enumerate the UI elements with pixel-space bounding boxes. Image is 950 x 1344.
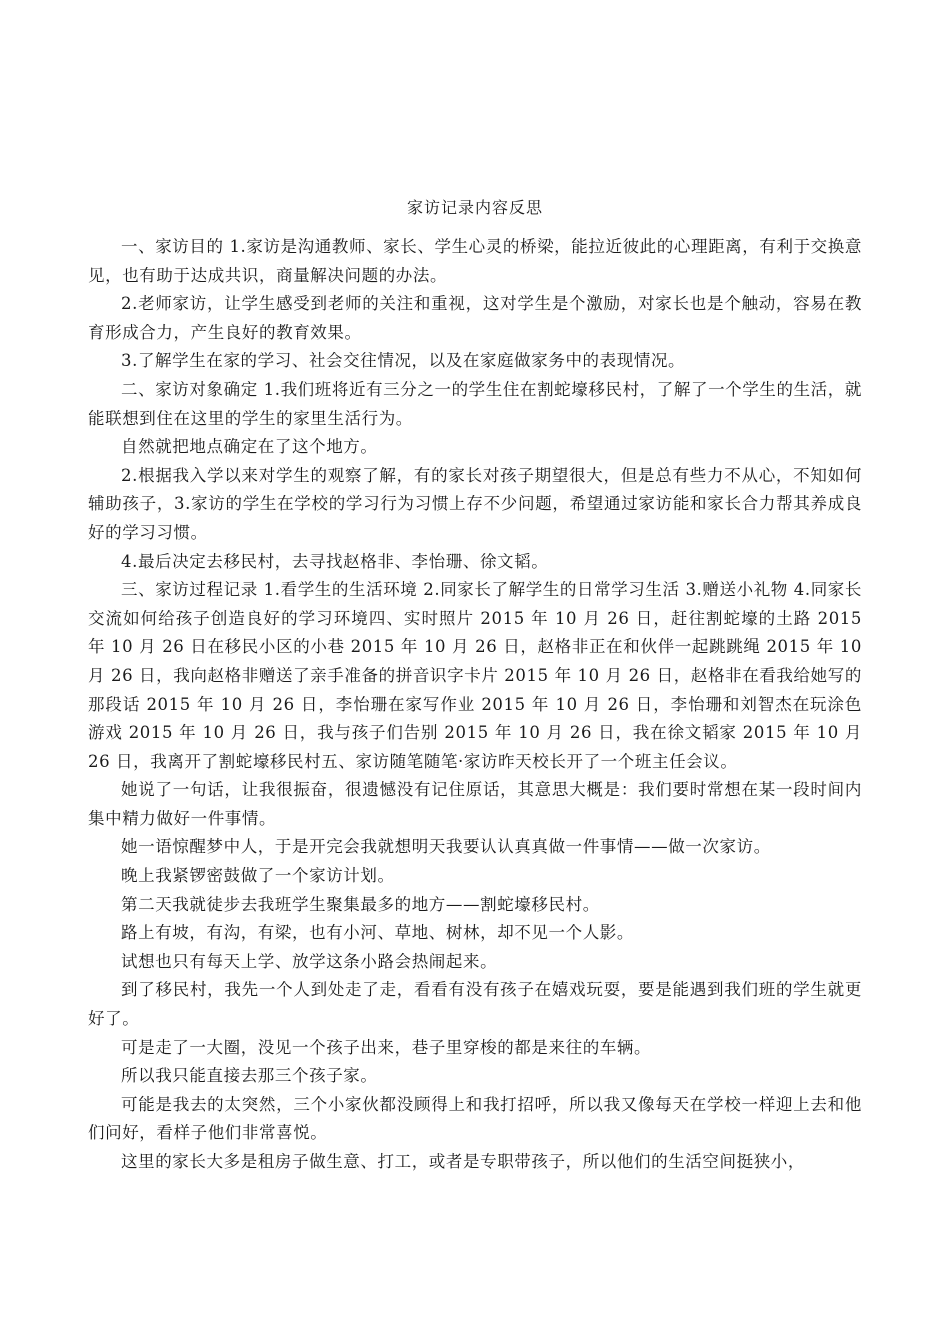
paragraph: 可是走了一大圈，没见一个孩子出来，巷子里穿梭的都是来往的车辆。 xyxy=(121,1037,652,1057)
paragraph: 她一语惊醒梦中人，于是开完会我就想明天我要认认真真做一件事情——做一次家访。 xyxy=(121,837,771,857)
paragraph: 3.了解学生在家的学习、社会交往情况，以及在家庭做家务中的表现情况。 xyxy=(121,351,686,371)
paragraph: 她说了一句话，让我很振奋，很遗憾没有记住原话，其意思大概是：我们要时常想在某一段时间内集中精力做好一件事情。 xyxy=(88,780,862,828)
paragraph: 4.最后决定去移民村，去寻找赵格非、李怡珊、徐文韬。 xyxy=(121,551,549,571)
paragraph: 这里的家长大多是租房子做生意、打工，或者是专职带孩子，所以他们的生活空间挺狭小， xyxy=(121,1152,805,1171)
paragraph: 到了移民村，我先一个人到处走了走，看看有没有孩子在嬉戏玩耍，要是能遇到我们班的学生就更好了。 xyxy=(88,980,862,1029)
document-title: 家访记录内容反思 xyxy=(406,198,543,217)
paragraph: 第二天我就徒步去我班学生聚集最多的地方——割蛇壕移民村。 xyxy=(121,894,600,914)
paragraph: 试想也只有每天上学、放学这条小路会热闹起来。 xyxy=(121,951,498,971)
paragraph: 晚上我紧锣密鼓做了一个家访计划。 xyxy=(121,866,395,886)
paragraph: 可能是我去的太突然，三个小家伙都没顾得上和我打招呼，所以我又像每天在学校一样迎上去和他们问好，看样子他们非常喜悦。 xyxy=(88,1094,862,1143)
paragraph: 二、家访对象确定 1.我们班将近有三分之一的学生住在割蛇壕移民村，了解了一个学生的生活，就能联想到住在这里的学生的家里生活行为。 xyxy=(88,379,862,428)
paragraph: 三、家访过程记录 1.看学生的生活环境 2.同家长了解学生的日常学习生活 3.赠送小礼物 4.同家长交流如何给孩子创造良好的学习环境四、实时照片 2015 年 10 月 26 日，赶往割蛇壕的土路 2015 年 10 月 26 日在移民小区的小巷 2015 年 10 月 26 日，赵格非正在和伙伴一起跳跳绳 2015 年 10 月 26 日，我向赵格非赠送了亲手准备的拼音识字卡片 2015 年 10 月 26 日，赵格非在看我给她写的那段话 2015 年 10 月 26 日，李怡珊在家写作业 2015 年 10 月 26 日，李怡珊和刘智杰在玩涂色游戏 2015 年 10 月 26 日，我与孩子们告别 2015 年 10 月 26 日，我在徐文韬家 2015 年 10 月 26 日，我离开了割蛇壕移民村五、家访随笔随笔·家访昨天校长开了一个班主任会议。 xyxy=(88,580,862,771)
paragraph: 自然就把地点确定在了这个地方。 xyxy=(121,437,378,457)
paragraph: 2.根据我入学以来对学生的观察了解，有的家长对孩子期望很大，但是总有些力不从心，不知如何辅助孩子，3.家访的学生在学校的学习行为习惯上存不少问题，希望通过家访能和家长合力帮其养成良好的学习习惯。 xyxy=(88,465,862,542)
paragraph: 一、家访目的 1.家访是沟通教师、家长、学生心灵的桥梁，能拉近彼此的心理距离，有利于交换意见，也有助于达成共识，商量解决问题的办法。 xyxy=(88,237,862,285)
paragraph: 所以我只能直接去那三个孩子家。 xyxy=(121,1066,378,1086)
paragraph: 2.老师家访，让学生感受到老师的关注和重视，这对学生是个激励，对家长也是个触动，容易在教育形成合力，产生良好的教育效果。 xyxy=(88,294,862,342)
document-page xyxy=(88,196,862,1177)
paragraph: 路上有坡，有沟，有梁，也有小河、草地、树林，却不见一个人影。 xyxy=(121,923,634,943)
document-body xyxy=(88,233,862,1177)
